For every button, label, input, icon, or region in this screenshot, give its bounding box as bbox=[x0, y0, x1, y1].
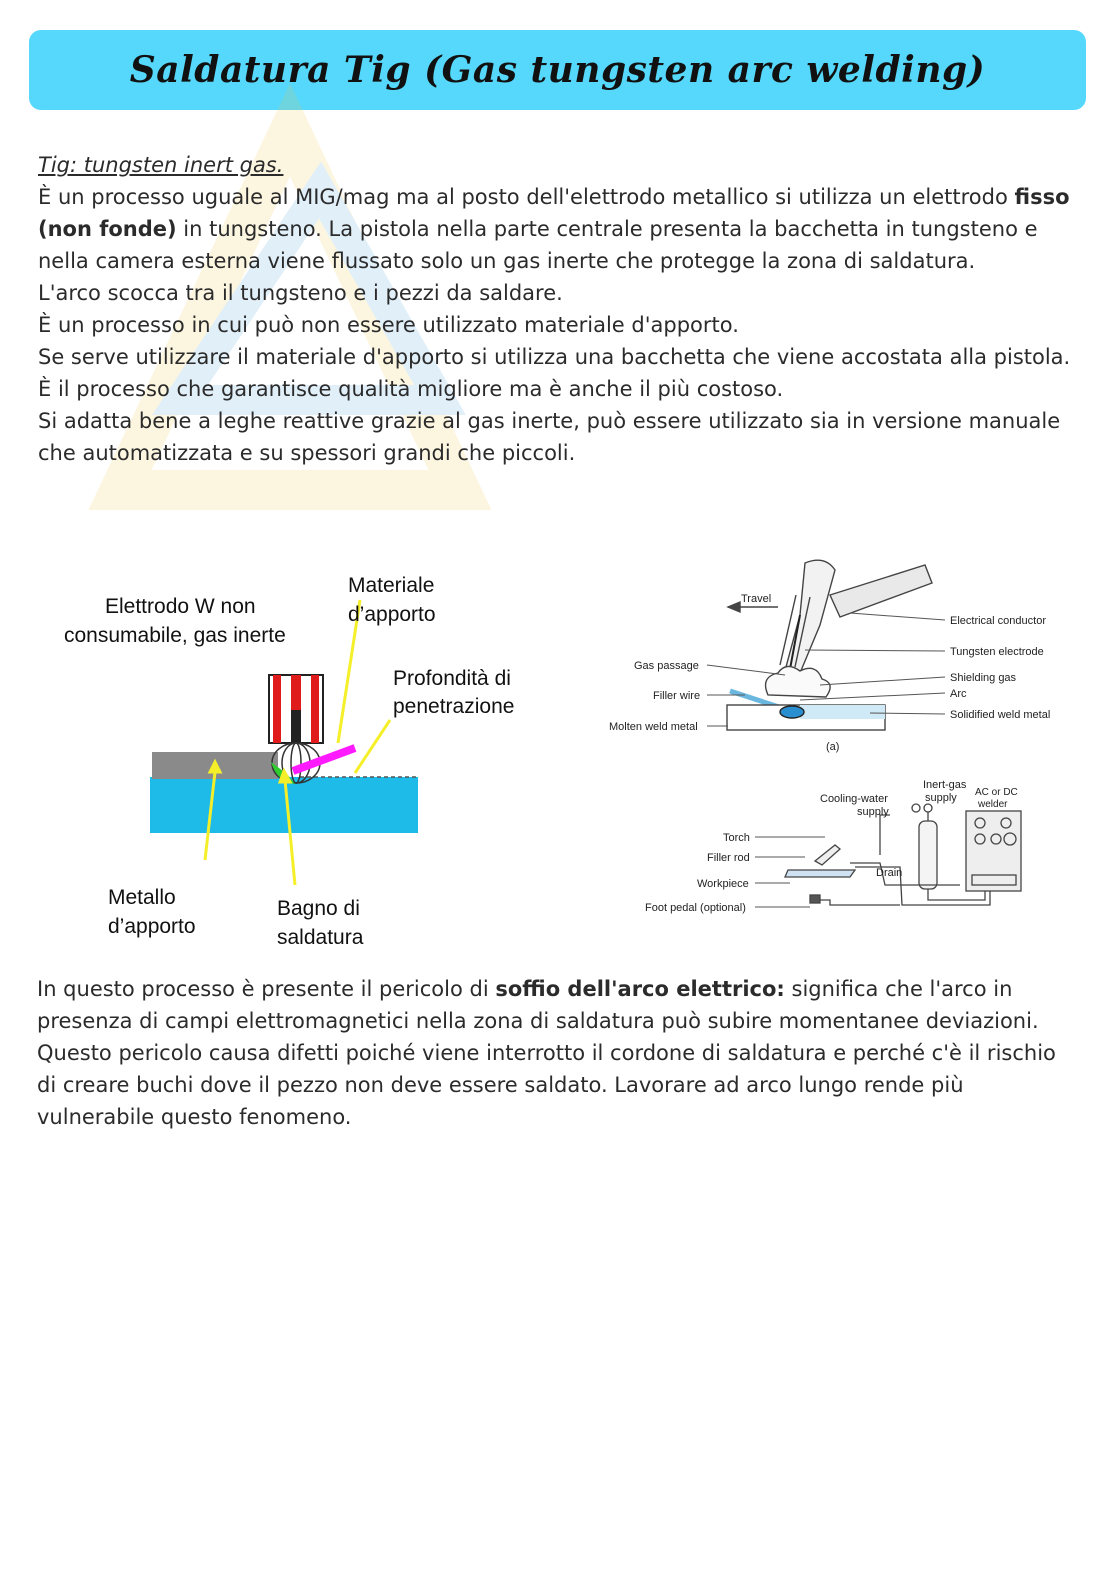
label-electrode-line1: Elettrodo W non bbox=[105, 595, 256, 618]
molten-pool bbox=[780, 706, 804, 718]
intro-paragraph-3: È un processo in cui può non essere utilizzato materiale d'apporto. bbox=[38, 313, 739, 337]
label-cooling-line2: supply bbox=[857, 806, 889, 818]
label-filler-line1: Materiale bbox=[348, 574, 435, 597]
label-inert-gas-line1: Inert-gas bbox=[923, 779, 967, 791]
torch-nozzle-icon bbox=[269, 675, 323, 743]
label-metal-line1: Metallo bbox=[108, 886, 176, 909]
label-pool-line1: Bagno di bbox=[277, 897, 360, 920]
label-ac-dc-line1: AC or DC bbox=[975, 787, 1018, 798]
label-foot-pedal: Foot pedal (optional) bbox=[645, 902, 746, 914]
torch-on-workpiece bbox=[785, 870, 855, 877]
intro-paragraph-5: Si adatta bene a leghe reattive grazie al gas inerte, può essere utilizzato sia in versione manuale che automatizzata e su spessori grandi che piccoli. bbox=[38, 409, 1061, 465]
label-ac-dc-line2: welder bbox=[978, 799, 1008, 810]
label-inert-gas-line2: supply bbox=[925, 792, 957, 804]
tig-schematic-figure bbox=[55, 560, 555, 960]
outro-p1-bold: soffio dell'arco elettrico: bbox=[495, 977, 785, 1001]
label-cooling-line1: Cooling-water bbox=[820, 793, 888, 805]
figure-caption-a: (a) bbox=[826, 741, 840, 753]
label-shielding-gas: Shielding gas bbox=[950, 672, 1017, 684]
label-depth-line2: penetrazione bbox=[393, 695, 515, 718]
label-metal-line2: d’apporto bbox=[108, 915, 196, 938]
page-title: Saldatura Tig (Gas tungsten arc welding) bbox=[129, 49, 986, 91]
gas-cylinder bbox=[919, 821, 937, 889]
filler-rod bbox=[293, 748, 355, 771]
label-gas-passage: Gas passage bbox=[634, 660, 699, 672]
label-filler-rod: Filler rod bbox=[707, 852, 750, 864]
label-electrical-conductor: Electrical conductor bbox=[950, 615, 1046, 627]
intro-section bbox=[38, 149, 1073, 469]
outro-section bbox=[37, 973, 1072, 1133]
shielding-gas-cloud bbox=[766, 666, 831, 697]
label-drain: Drain bbox=[876, 867, 903, 879]
label-filler-line2: d’apporto bbox=[348, 603, 436, 626]
label-solidified-weld-metal: Solidified weld metal bbox=[950, 709, 1051, 721]
label-depth-line1: Profondità di bbox=[393, 667, 511, 690]
intro-paragraph-4: Se serve utilizzare il materiale d'apporto si utilizza una bacchetta che viene accostata alla pistola. È il processo che garantisce qualità migliore ma è anche il più costoso. bbox=[38, 345, 1071, 401]
intro-p1-bold: fisso (non fonde) bbox=[38, 185, 1070, 241]
label-tungsten-electrode: Tungsten electrode bbox=[950, 646, 1044, 658]
label-arc: Arc bbox=[950, 688, 967, 700]
label-pool-line2: saldatura bbox=[277, 926, 364, 949]
label-electrode-line2: consumabile, gas inerte bbox=[64, 624, 286, 647]
label-filler-wire: Filler wire bbox=[653, 690, 701, 702]
base-metal-block bbox=[150, 777, 418, 833]
torch-handle bbox=[830, 565, 932, 617]
solidified-weld bbox=[800, 705, 885, 719]
label-molten-weld-metal: Molten weld metal bbox=[609, 721, 698, 733]
intro-paragraph-1 bbox=[38, 181, 1073, 277]
outro-paragraph-1 bbox=[37, 973, 1072, 1037]
intro-p1-text-a: È un processo uguale al MIG/mag ma al posto dell'elettrodo metallico si utilizza un elettrodo bbox=[38, 185, 1015, 209]
outro-paragraph-2: Questo pericolo causa difetti poiché viene interrotto il cordone di saldatura e perché c'è il rischio di creare buchi dove il pezzo non deve essere saldato. Lavorare ad arco lungo rende più vulnerabile questo fenomeno. bbox=[37, 1041, 1056, 1129]
outro-p1-text-b: significa che l'arco in presenza di campi elettromagnetici nella zona di saldatura può subire momentanee deviazioni. bbox=[37, 977, 1039, 1033]
tig-equipment-diagram-b bbox=[640, 775, 1060, 925]
welder-unit bbox=[966, 811, 1021, 891]
intro-p1-text-b: in tungsteno. La pistola nella parte centrale presenta la bacchetta in tungsteno e nella camera esterna viene flussato solo un gas inerte che protegge la zona di saldatura. bbox=[38, 217, 1038, 273]
outro-p1-text-a: In questo processo è presente il pericolo di bbox=[37, 977, 496, 1001]
label-travel: Travel bbox=[741, 593, 772, 605]
title-banner bbox=[29, 30, 1086, 110]
tig-torch-diagram-a bbox=[600, 555, 1070, 760]
intro-paragraph-2: L'arco scocca tra il tungsteno e i pezzi da saldare. bbox=[38, 281, 563, 305]
section-subtitle: Tig: tungsten inert gas. bbox=[38, 153, 284, 177]
label-torch: Torch bbox=[723, 832, 750, 844]
label-workpiece: Workpiece bbox=[697, 878, 749, 890]
